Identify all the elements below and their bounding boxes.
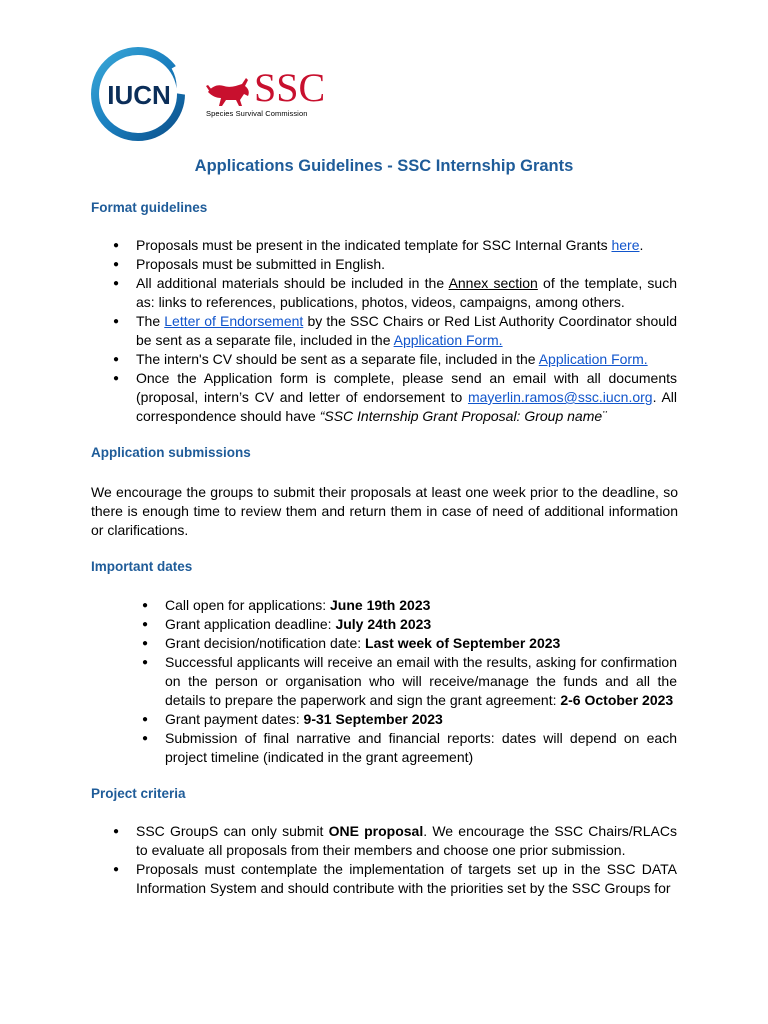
application-submissions-heading: Application submissions xyxy=(91,445,251,460)
template-link[interactable]: here xyxy=(611,237,640,253)
submissions-paragraph: We encourage the groups to submit their proposals at least one week prior to the deadline, so there is enough time to review them and return them in case of need of additional information or clarifications. xyxy=(91,484,678,538)
one-proposal-text: ONE proposal xyxy=(328,823,424,839)
list-item: ● SSC GroupS can only submit ONE proposal. We encourage the SSC Chairs/RLACs to evaluate all proposals from their members and choose one prior submission. xyxy=(136,822,677,860)
email-subject-format: “SSC Internship Grant Proposal: Group name¨ xyxy=(319,408,607,424)
important-dates-heading: Important dates xyxy=(91,559,193,574)
list-item: ● Successful applicants will receive an email with the results, asking for confirmation on the person or organisation who will receive/manage the funds and all the details to prepare the paperwork and sign the grant agreement: 2-6 October 2023 xyxy=(165,653,677,710)
list-item: ● Grant application deadline: July 24th 2023 xyxy=(165,615,677,634)
contact-email-link[interactable]: mayerlin.ramos@ssc.iucn.org xyxy=(467,389,653,405)
list-item: ● The Letter of Endorsement by the SSC Chairs or Red List Authority Coordinator should be sent as a separate file, included in the Application Form. xyxy=(136,312,677,350)
document-title: Applications Guidelines - SSC Internship Grants xyxy=(194,157,574,175)
agreement-date: 2-6 October 2023 xyxy=(560,692,674,708)
iucn-logo xyxy=(90,46,186,142)
ssc-logo xyxy=(204,65,344,118)
iucn-logo-text: IUCN xyxy=(107,80,171,110)
list-item: ● All additional materials should be included in the Annex section of the template, such as: links to references, publications, photos, videos, campaigns, among others. xyxy=(136,274,677,312)
annex-section-text: Annex section xyxy=(448,275,538,291)
format-guidelines-list xyxy=(136,236,677,426)
list-item: ● Submission of final narrative and financial reports: dates will depend on each project timeline (indicated in the grant agreement) xyxy=(165,729,677,767)
list-item: ● The intern's CV should be sent as a separate file, included in the Application Form. xyxy=(136,350,677,369)
letter-of-endorsement-link[interactable]: Letter of Endorsement xyxy=(164,313,304,329)
application-form-link[interactable]: Application Form. xyxy=(393,332,503,348)
application-deadline-date: July 24th 2023 xyxy=(335,616,432,632)
call-open-date: June 19th 2023 xyxy=(330,597,431,613)
project-criteria-heading: Project criteria xyxy=(91,786,186,801)
ssc-logo-text: SSC xyxy=(254,65,326,110)
ssc-subtitle: Species Survival Commission xyxy=(206,109,308,118)
list-item: ● Grant decision/notification date: Last week of September 2023 xyxy=(165,634,677,653)
payment-dates: 9-31 September 2023 xyxy=(303,711,443,727)
project-criteria-list xyxy=(136,822,677,898)
format-guidelines-heading: Format guidelines xyxy=(91,200,208,215)
list-item: ● Proposals must contemplate the implementation of targets set up in the SSC DATA Information System and should contribute with the priorities set by the SSC Groups for xyxy=(136,860,677,898)
list-item: ● Proposals must be submitted in English. xyxy=(136,255,677,274)
list-item: ● Grant payment dates: 9-31 September 2023 xyxy=(165,710,677,729)
decision-date: Last week of September 2023 xyxy=(365,635,561,651)
list-item: ● Call open for applications: June 19th 2023 xyxy=(165,596,677,615)
list-item: ● Once the Application form is complete, please send an email with all documents (proposal, intern’s CV and letter of endorsement to mayerlin.ramos@ssc.iucn.org. All correspondence should have “SSC Internship Grant Proposal: Group name¨ xyxy=(136,369,677,426)
antelope-icon xyxy=(204,70,254,110)
important-dates-list xyxy=(165,596,677,767)
application-form-link-2[interactable]: Application Form. xyxy=(538,351,648,367)
list-item: ● Proposals must be present in the indicated template for SSC Internal Grants here. xyxy=(136,236,677,255)
